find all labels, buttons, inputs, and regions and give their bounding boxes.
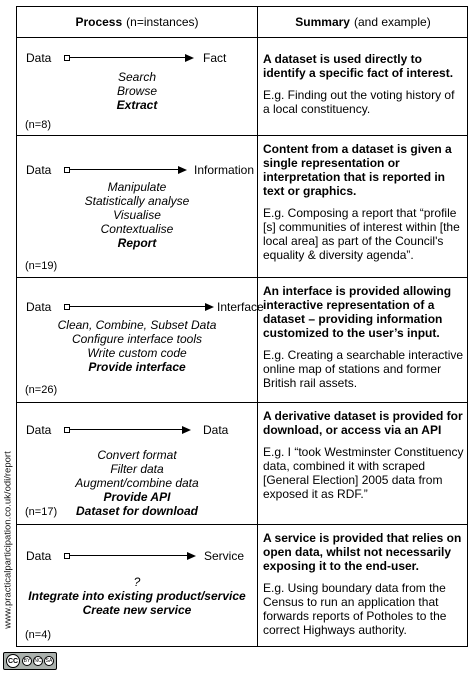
step-key: Dataset for download <box>75 504 198 518</box>
cc-icon: CC <box>6 654 20 668</box>
header-process-note: (n=instances) <box>126 15 199 29</box>
summary-cell <box>258 38 468 135</box>
step: ? <box>133 575 141 589</box>
target-label: Data <box>203 423 229 437</box>
process-steps <box>17 70 257 112</box>
process-steps <box>17 180 257 250</box>
flow-arrow <box>64 54 194 62</box>
process-cell <box>17 136 257 277</box>
process-summary-table <box>16 6 468 647</box>
summary-text: A derivative dataset is provided for download, or access via an API <box>263 409 463 437</box>
step-key: Create new service <box>82 603 192 617</box>
example-text: E.g. I “took Westminster Constituency data, combined it with scraped [General Election] 2005 data from exposed it as RDF.” <box>263 445 464 501</box>
side-url <box>0 0 16 648</box>
step: Convert format <box>97 448 177 462</box>
flow-arrow <box>64 166 187 174</box>
example-text: E.g. Using boundary data from the Census to run an application that forwards reports of Potholes to the correct Highways authority. <box>263 581 447 637</box>
source-label: Data <box>26 300 52 314</box>
flow-arrow <box>64 426 191 434</box>
example-text: E.g. Finding out the voting history of a local constituency. <box>263 88 455 116</box>
process-steps <box>17 575 257 617</box>
summary-text: An interface is provided allowing interactive representation of a dataset – providing information customized to the user’s input. <box>263 284 452 340</box>
step: Augment/combine data <box>75 476 199 490</box>
row-service <box>17 524 467 647</box>
flow-arrow <box>64 552 196 560</box>
step: Statistically analyse <box>84 194 190 208</box>
step: Contextualise <box>100 222 174 236</box>
source-label: Data <box>26 51 52 65</box>
step-key: Integrate into existing product/service <box>28 589 246 603</box>
summary-cell <box>258 525 468 647</box>
summary-cell <box>258 278 468 402</box>
instance-count: (n=26) <box>25 384 58 396</box>
license-badge[interactable] <box>3 652 57 670</box>
process-cell <box>17 38 257 135</box>
nc-icon: NC <box>34 658 42 664</box>
example-text: E.g. Composing a report that “profile [s] communities of interest within [the local area] as part of the Council's equality & diversity agenda”. <box>263 206 460 262</box>
instance-count: (n=17) <box>25 506 58 518</box>
step: Visualise <box>113 208 161 222</box>
process-steps <box>17 318 257 374</box>
instance-count: (n=8) <box>25 119 51 131</box>
step: Search <box>117 70 157 84</box>
summary-text: Content from a dataset is given a single representation or interpretation that is reported in text or graphics. <box>263 142 452 198</box>
summary-cell <box>258 403 468 524</box>
step: Browse <box>116 84 157 98</box>
process-cell <box>17 403 257 524</box>
source-label: Data <box>26 549 52 563</box>
row-interface <box>17 277 467 402</box>
side-url-text: www.practicalparticipation.co.uk/odi/report <box>2 451 14 629</box>
by-icon: BY <box>23 658 31 664</box>
row-information <box>17 135 467 277</box>
instance-count: (n=4) <box>25 629 51 641</box>
process-cell <box>17 525 257 647</box>
summary-cell <box>258 136 468 277</box>
step: Configure interface tools <box>71 332 203 346</box>
process-cell <box>17 278 264 402</box>
step: Clean, Combine, Subset Data <box>57 318 217 332</box>
header-process-label: Process <box>75 15 123 29</box>
source-label: Data <box>26 163 52 177</box>
step: Manipulate <box>107 180 167 194</box>
header-summary-label: Summary <box>295 15 350 29</box>
header-process <box>17 7 257 37</box>
source-label: Data <box>26 423 52 437</box>
target-label: Fact <box>203 51 227 65</box>
example-text: E.g. Creating a searchable interactive online map of stations and former British rail assets. <box>263 348 464 390</box>
target-label: Information <box>194 163 255 177</box>
step: Write custom code <box>87 346 187 360</box>
step-key: Provide API <box>103 490 171 504</box>
sa-icon: SA <box>45 658 53 664</box>
target-label: Interface <box>217 300 264 314</box>
license-terms <box>22 656 54 666</box>
step: Filter data <box>110 462 164 476</box>
step-key: Extract <box>116 98 158 112</box>
summary-text: A dataset is used directly to identify a specific fact of interest. <box>263 52 454 80</box>
row-fact <box>17 37 467 135</box>
header-summary <box>258 7 468 37</box>
step-key: Report <box>117 236 157 250</box>
step-key: Provide interface <box>88 360 186 374</box>
header-summary-note: (and example) <box>353 15 431 29</box>
flow-arrow <box>64 303 214 311</box>
target-label: Service <box>204 549 245 563</box>
summary-text: A service is provided that relies on open data, whilst not necessarily exposing it to the end-user. <box>263 531 462 573</box>
instance-count: (n=19) <box>25 260 58 272</box>
row-data <box>17 402 467 524</box>
